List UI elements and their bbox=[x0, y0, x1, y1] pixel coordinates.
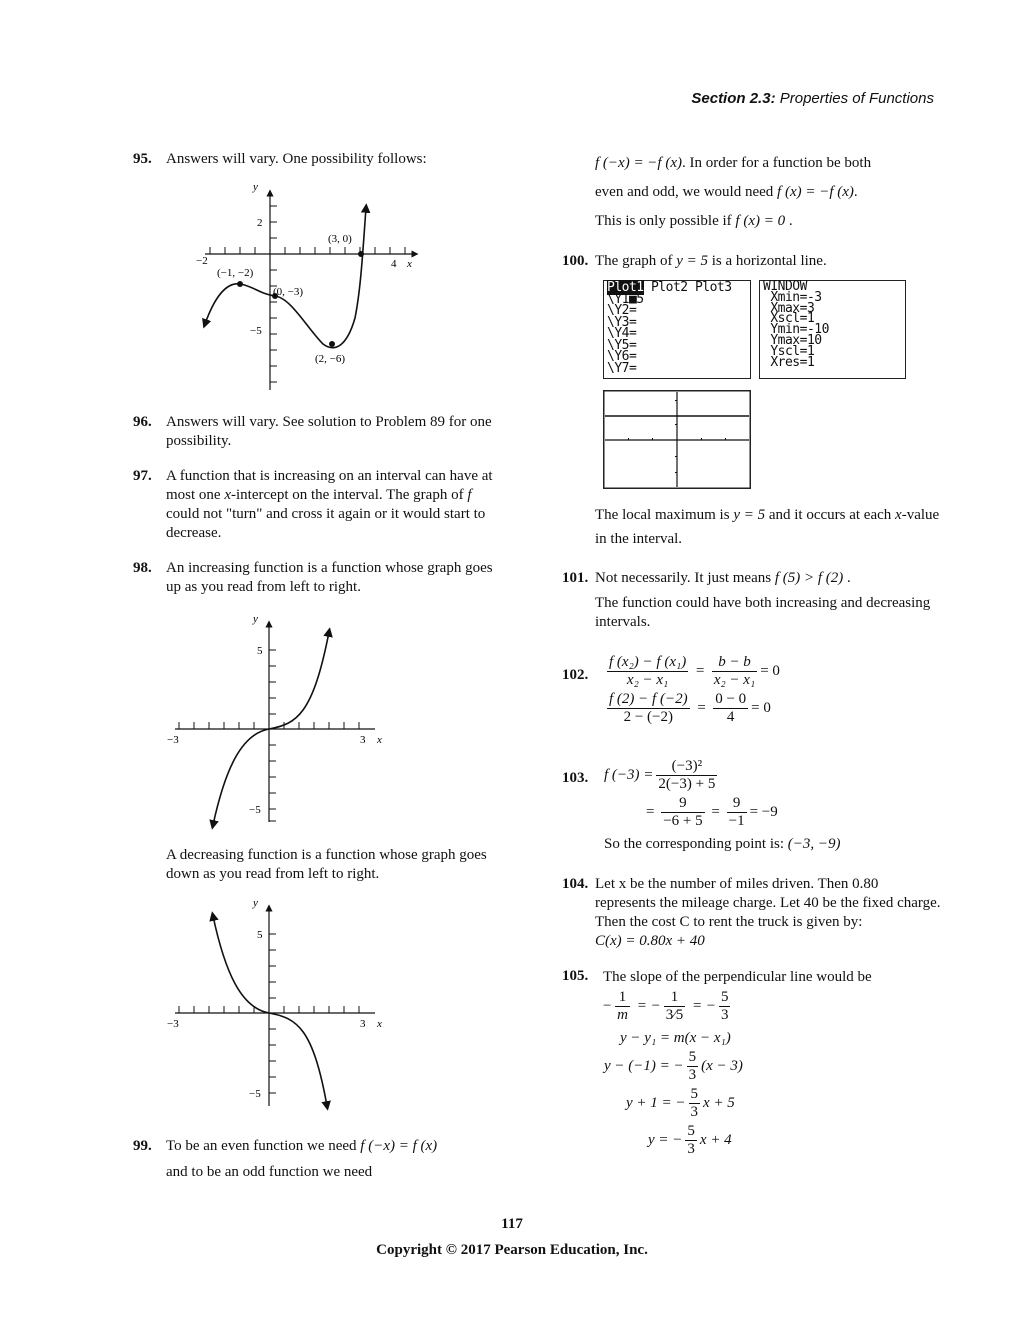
calc-line: WINDOW bbox=[763, 279, 807, 294]
point-label: (0, −3) bbox=[273, 286, 304, 298]
x-max-label: 3 bbox=[360, 734, 366, 746]
calc-line: Xmax=3 bbox=[763, 300, 815, 316]
calc-line: \Y5= bbox=[607, 337, 637, 353]
problem-number: 101. bbox=[562, 570, 589, 586]
problem-text: The slope of the perpendicular line would be bbox=[603, 969, 872, 985]
problem-text: . In order for a function be both bbox=[682, 155, 872, 171]
equation-row: $\frac{\text{f (x₂) − f (x₁)}}{\text{x₂ − x₁}}$ = $\frac{b - b}{\text{x₂ − x₁}}$ = 0 bbox=[609, 654, 780, 688]
calc-line: Ymin=-10 bbox=[763, 322, 829, 338]
left-column-decreasing-text bbox=[133, 846, 503, 900]
point-label: (2, −6) bbox=[315, 353, 346, 365]
math-expression: f (5) > f (2) bbox=[774, 570, 844, 586]
page-number: 117 bbox=[501, 1216, 523, 1232]
calc-line: \Y2= bbox=[607, 303, 637, 318]
problem-number: 95. bbox=[133, 151, 152, 167]
equation-row: $\frac{f (2) - f (-2)}{2 - (-2)}$ = $\frac{0 - 0}{4}$ = 0 bbox=[609, 691, 771, 725]
x-max-label: 4 bbox=[391, 258, 397, 270]
problem-103 bbox=[562, 756, 942, 853]
point-label: (−1, −2) bbox=[217, 267, 254, 279]
section-number: Section 2.3: bbox=[691, 90, 776, 107]
math-expression: f (−x) = f (x) bbox=[360, 1138, 438, 1154]
x-axis-label: x bbox=[377, 734, 382, 746]
equation-row: f (−3) = $\frac{\text{(−3)²}}{2(-3) + 5}$ bbox=[604, 758, 716, 792]
right-column-local-max bbox=[562, 503, 942, 648]
x-axis-label: x bbox=[377, 1018, 382, 1030]
calc-line: Xres=1 bbox=[763, 354, 815, 370]
calc-tab: Plot3 bbox=[694, 280, 732, 295]
x-min-label: −3 bbox=[167, 734, 179, 746]
right-column bbox=[562, 150, 942, 287]
problem-text: A function that is increasing on an interval can have at most one x-intercept on the interval. The graph of f could not "turn" and cross it again or it would start to decrease. bbox=[166, 468, 493, 541]
y-axis-label: y bbox=[253, 897, 258, 909]
math-expression: f (x) = 0 bbox=[735, 213, 786, 229]
problem-number: 100. bbox=[562, 253, 589, 269]
calc-line: Yscl=1 bbox=[763, 343, 815, 359]
problem-100-conclusion: The local maximum is y = 5 and it occurs at each x-value in the interval. bbox=[595, 507, 940, 547]
problem-99 bbox=[133, 1133, 503, 1185]
graph-98-decreasing bbox=[165, 894, 395, 1112]
problem-97 bbox=[133, 467, 503, 543]
calculator-y-editor-screen bbox=[603, 280, 751, 379]
graph-98-increasing bbox=[165, 610, 395, 835]
problem-text: Answers will vary. See solution to Problem 89 for one possibility. bbox=[166, 414, 492, 449]
problem-text: Not necessarily. It just means bbox=[595, 570, 775, 586]
x-axis-label: x bbox=[407, 258, 412, 270]
section-header bbox=[691, 90, 934, 107]
y-tick-minus5: −5 bbox=[250, 325, 262, 337]
problem-text: The function could have both increasing and decreasing intervals. bbox=[595, 595, 931, 630]
math-expression: f (−x) = −f (x) bbox=[595, 155, 682, 171]
x-max-label: 3 bbox=[360, 1018, 366, 1030]
left-column-mid bbox=[133, 413, 503, 613]
problem-101: 101. Not necessarily. It just means f (5) > f (2) . The function could have both increasing and decreasing intervals. bbox=[562, 569, 942, 632]
problem-text: The local maximum is bbox=[595, 507, 734, 523]
problem-number: 105. bbox=[562, 968, 589, 984]
problem-text: and it occurs at each bbox=[765, 507, 896, 523]
y-axis-label: y bbox=[253, 181, 258, 193]
x-min-label: −3 bbox=[167, 1018, 179, 1030]
problem-number: 97. bbox=[133, 468, 152, 484]
problem-100 bbox=[562, 252, 942, 271]
problem-text: and to be an odd function we need bbox=[166, 1164, 373, 1180]
calc-line: Xmin=-3 bbox=[763, 289, 822, 305]
problem-99-continued: f (−x) = −f (x). In order for a function be both even and odd, we would need f (x) = −f (x). This is only possible if f (x) = 0 . bbox=[595, 155, 872, 229]
problem-95 bbox=[133, 150, 503, 169]
calculator-window-screen bbox=[759, 280, 906, 379]
calc-line: Xscl=1 bbox=[763, 311, 815, 327]
point-label: (3, 0) bbox=[328, 233, 352, 245]
calc-line: \Y1■5 bbox=[607, 291, 644, 307]
y-tick-5: 5 bbox=[257, 929, 263, 941]
problem-text: A decreasing function is a function whose graph goes down as you read from left to right. bbox=[166, 847, 487, 882]
problem-number: 103. bbox=[562, 770, 589, 786]
equation-row: y − y₁ = m(x − x₁) bbox=[620, 1030, 731, 1046]
calc-line: \Y6= bbox=[607, 349, 637, 364]
math-expression: y = 5 bbox=[733, 507, 766, 523]
calc-line: Ymax=10 bbox=[763, 332, 822, 348]
problem-98-decreasing bbox=[133, 846, 503, 884]
problem-104 bbox=[562, 875, 942, 951]
problem-105 bbox=[562, 968, 942, 1160]
x-min-label: −2 bbox=[196, 255, 208, 267]
problem-98 bbox=[133, 559, 503, 597]
calculator-graph-screen bbox=[603, 390, 751, 489]
problem-text: The graph of bbox=[595, 253, 677, 269]
problem-text: even and odd, we would need bbox=[595, 184, 778, 200]
calc-line: \Y7= bbox=[607, 360, 637, 376]
problem-number: 104. bbox=[562, 876, 589, 892]
problem-text: is a horizontal line. bbox=[708, 253, 827, 269]
graph-95 bbox=[195, 178, 425, 396]
y-tick-minus5: −5 bbox=[249, 804, 261, 816]
problem-number: 99. bbox=[133, 1138, 152, 1154]
problem-text: An increasing function is a function whose graph goes up as you read from left to right. bbox=[166, 560, 493, 595]
y-axis-label: y bbox=[253, 613, 258, 625]
y-tick-minus5: −5 bbox=[249, 1088, 261, 1100]
calc-line: \Y3= bbox=[607, 314, 637, 330]
calc-tab: Plot1 bbox=[607, 280, 644, 295]
problem-number: 98. bbox=[133, 560, 152, 576]
problem-text: So the corresponding point is: (−3, −9) bbox=[604, 836, 841, 852]
equation-row: y + 1 = − $\frac{5}{3}$ x + 5 bbox=[626, 1086, 735, 1120]
copyright: Copyright © 2017 Pearson Education, Inc. bbox=[376, 1242, 648, 1258]
problem-text: Let x be the number of miles driven. Then 0.80 represents the mileage charge. Let 40 be the fixed charge. Then the cost C to rent the truck is given by: bbox=[595, 876, 941, 930]
problem-text: This is only possible if bbox=[595, 213, 736, 229]
equation-row: y = − $\frac{5}{3}$ x + 4 bbox=[648, 1123, 732, 1157]
math-expression: C(x) = 0.80x + 40 bbox=[595, 933, 705, 949]
right-column-104 bbox=[562, 875, 942, 951]
problem-96 bbox=[133, 413, 503, 451]
calc-tab: Plot2 bbox=[650, 280, 688, 295]
problem-number: 96. bbox=[133, 414, 152, 430]
problem-102 bbox=[562, 652, 942, 728]
problem-text: Answers will vary. One possibility follows: bbox=[166, 151, 427, 167]
problem-number: 102. bbox=[562, 667, 589, 683]
equation-row: y − (−1) = − $\frac{5}{3}$ (x − 3) bbox=[604, 1049, 743, 1083]
section-title: Properties of Functions bbox=[779, 90, 934, 107]
equation-row: − $\frac{1}{m}$ = − $\frac{1}{3⁄5}$ = − $\frac{5}{3}$ bbox=[602, 989, 729, 1023]
math-expression: y = 5 bbox=[676, 253, 708, 269]
calc-line: \Y4= bbox=[607, 326, 637, 341]
problem-text: To be an even function we need bbox=[166, 1138, 361, 1154]
left-column-bottom bbox=[133, 1133, 503, 1201]
y-tick-2: 2 bbox=[257, 217, 263, 229]
math-expression: f (x) = −f (x) bbox=[777, 184, 854, 200]
equation-row: = $\frac{9}{-6 + 5}$ = $\frac{9}{-1}$ = −9 bbox=[646, 795, 778, 829]
y-tick-5: 5 bbox=[257, 645, 263, 657]
